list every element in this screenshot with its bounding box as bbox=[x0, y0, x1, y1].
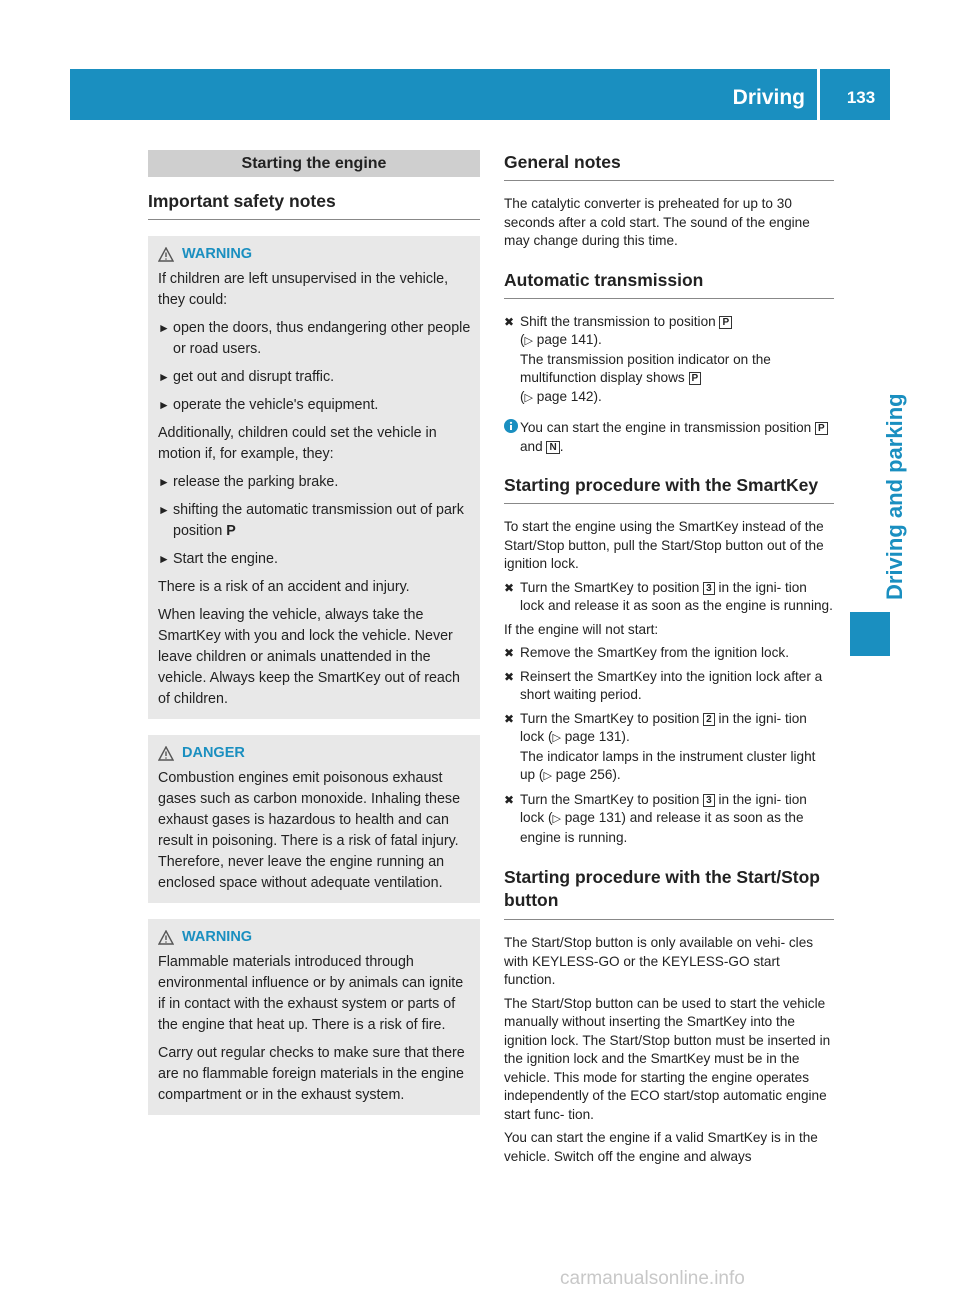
gear-p-key: P bbox=[719, 316, 732, 329]
general-notes-text: The catalytic converter is preheated for up to 30 seconds after a cold start. The sound of the engine may change during this time. bbox=[504, 196, 810, 248]
warning-title: WARNING bbox=[158, 929, 472, 945]
startstop-p2: The Start/Stop button can be used to start the vehicle manually without inserting the SmartKey into the ignition lock. The Start/Stop button must be inserted in the ignition lock and the SmartKey must be in the vehicle. This mode for starting the engine operates independently of the ECO start/stop automatic engine start func- tion. bbox=[504, 995, 831, 1122]
bullet-icon: ► bbox=[158, 321, 170, 335]
left-column bbox=[148, 150, 480, 1115]
bullet-icon: ► bbox=[158, 503, 170, 517]
engine-not-start: If the engine will not start: bbox=[504, 621, 659, 637]
list-item: ► open the doors, thus endangering other people or road users. bbox=[158, 318, 472, 360]
gear-p-key: P bbox=[689, 372, 702, 385]
general-notes-heading: General notes bbox=[504, 152, 834, 181]
list-item: ✖ Shift the transmission to position P (▷ page 141). The transmission position indicator on the multifunction display shows P (▷ page 142). bbox=[504, 313, 834, 408]
warning-box-fire bbox=[148, 919, 480, 1115]
warning-mid: Additionally, children could set the vehicle in motion if, for example, they: bbox=[158, 425, 437, 462]
side-chapter-tab bbox=[854, 310, 907, 600]
list-item: ► release the parking brake. bbox=[158, 472, 472, 493]
warning-triangle-icon bbox=[158, 930, 174, 945]
position-3-key: 3 bbox=[703, 582, 715, 595]
info-icon bbox=[504, 419, 520, 456]
info-note: You can start the engine in transmission position P and N . bbox=[504, 419, 834, 456]
step-arrow-icon: ✖ bbox=[504, 646, 515, 660]
step-arrow-icon: ✖ bbox=[504, 669, 515, 684]
startstop-p3: You can start the engine if a valid SmartKey is in the vehicle. Switch off the engine and always bbox=[504, 1130, 818, 1164]
right-column bbox=[504, 152, 834, 1171]
list-item: ✖ Reinsert the SmartKey into the ignition lock after a short waiting period. bbox=[504, 668, 834, 705]
danger-box bbox=[148, 735, 480, 903]
smartkey-intro: To start the engine using the SmartKey instead of the Start/Stop button, pull the Start/Stop button out of the ignition lock. bbox=[504, 519, 824, 571]
startstop-p1: The Start/Stop button is only available on vehi- cles with KEYLESS-GO or the KEYLESS-GO start function. bbox=[504, 935, 814, 987]
side-tab-marker bbox=[850, 612, 890, 656]
fire-text: Flammable materials introduced through environmental influence or by animals can ignite if in contact with the exhaust system or parts of the engine that heat up. There is a risk of fire. bbox=[158, 954, 464, 1033]
list-item: ✖ Turn the SmartKey to position 2 in the igni- tion lock (▷ page 131). The indicator lamps in the instrument cluster light up (▷ page 256). bbox=[504, 710, 834, 786]
list-item: ► get out and disrupt traffic. bbox=[158, 367, 472, 388]
list-item: ✖ Turn the SmartKey to position 3 in the igni- tion lock (▷ page 131) and release it as soon as the engine is running. bbox=[504, 791, 834, 848]
bullet-icon: ► bbox=[158, 475, 170, 489]
gear-n-key: N bbox=[546, 441, 559, 454]
page-ref-icon: ▷ bbox=[543, 770, 552, 782]
section-band: Starting the engine bbox=[148, 150, 480, 177]
step-arrow-icon: ✖ bbox=[504, 711, 515, 726]
list-item: ► shifting the automatic transmission out of park position P bbox=[158, 500, 472, 542]
bullet-icon: ► bbox=[158, 370, 170, 384]
page-ref-icon: ▷ bbox=[552, 732, 561, 744]
list-item: ✖ Remove the SmartKey from the ignition lock. bbox=[504, 644, 834, 663]
step-arrow-icon: ✖ bbox=[504, 580, 515, 595]
watermark: carmanualsonline.info bbox=[560, 1268, 745, 1289]
park-position-key: P bbox=[226, 523, 236, 539]
list-item: ► Start the engine. bbox=[158, 549, 472, 570]
step-arrow-icon: ✖ bbox=[504, 792, 515, 807]
gear-p-key: P bbox=[815, 422, 828, 435]
warning-triangle-icon bbox=[158, 247, 174, 262]
step-arrow-icon: ✖ bbox=[504, 314, 515, 329]
page-number: 133 bbox=[846, 88, 876, 107]
side-chapter-label: Driving and parking bbox=[882, 393, 907, 600]
list-item: ► operate the vehicle's equipment. bbox=[158, 395, 472, 416]
smartkey-heading: Starting procedure with the SmartKey bbox=[504, 475, 834, 504]
warning-box-children bbox=[148, 236, 480, 719]
position-2-key: 2 bbox=[703, 713, 715, 726]
list-item: ✖ Turn the SmartKey to position 3 in the igni- tion lock and release it as soon as the engine is running. bbox=[504, 579, 834, 616]
fire-check-text: Carry out regular checks to make sure that there are no flammable foreign materials in the engine compartment or in the exhaust system. bbox=[158, 1045, 465, 1103]
page-ref-icon: ▷ bbox=[552, 813, 561, 825]
bullet-icon: ► bbox=[158, 398, 170, 412]
safety-heading: Important safety notes bbox=[148, 191, 480, 220]
page-ref-icon: ▷ bbox=[524, 391, 533, 404]
warning-intro: If children are left unsupervised in the vehicle, they could: bbox=[158, 271, 449, 308]
chapter-title: Driving bbox=[733, 69, 820, 120]
position-3-key: 3 bbox=[703, 794, 715, 807]
warning-triangle-icon bbox=[158, 746, 174, 761]
automatic-transmission-heading: Automatic transmission bbox=[504, 270, 834, 299]
danger-text: Combustion engines emit poisonous exhaust gases such as carbon monoxide. Inhaling these exhaust gases is hazardous to health and can result in poisoning. There is a risk of fatal injury. Therefore, never leave the engine running an enclosed space without adequate ventilation. bbox=[158, 770, 461, 891]
warning-title: WARNING bbox=[158, 246, 472, 262]
startstop-heading: Starting procedure with the Start/Stop button bbox=[504, 866, 834, 920]
page-header bbox=[70, 69, 890, 120]
danger-title: DANGER bbox=[158, 745, 472, 761]
page-ref-icon: ▷ bbox=[524, 335, 533, 347]
warning-advice: When leaving the vehicle, always take the SmartKey with you and lock the vehicle. Never leave children or animals unattended in the vehicle. Always keep the SmartKey out of reach of children. bbox=[158, 607, 460, 707]
warning-risk: There is a risk of an accident and injury. bbox=[158, 579, 410, 595]
bullet-icon: ► bbox=[158, 552, 170, 566]
